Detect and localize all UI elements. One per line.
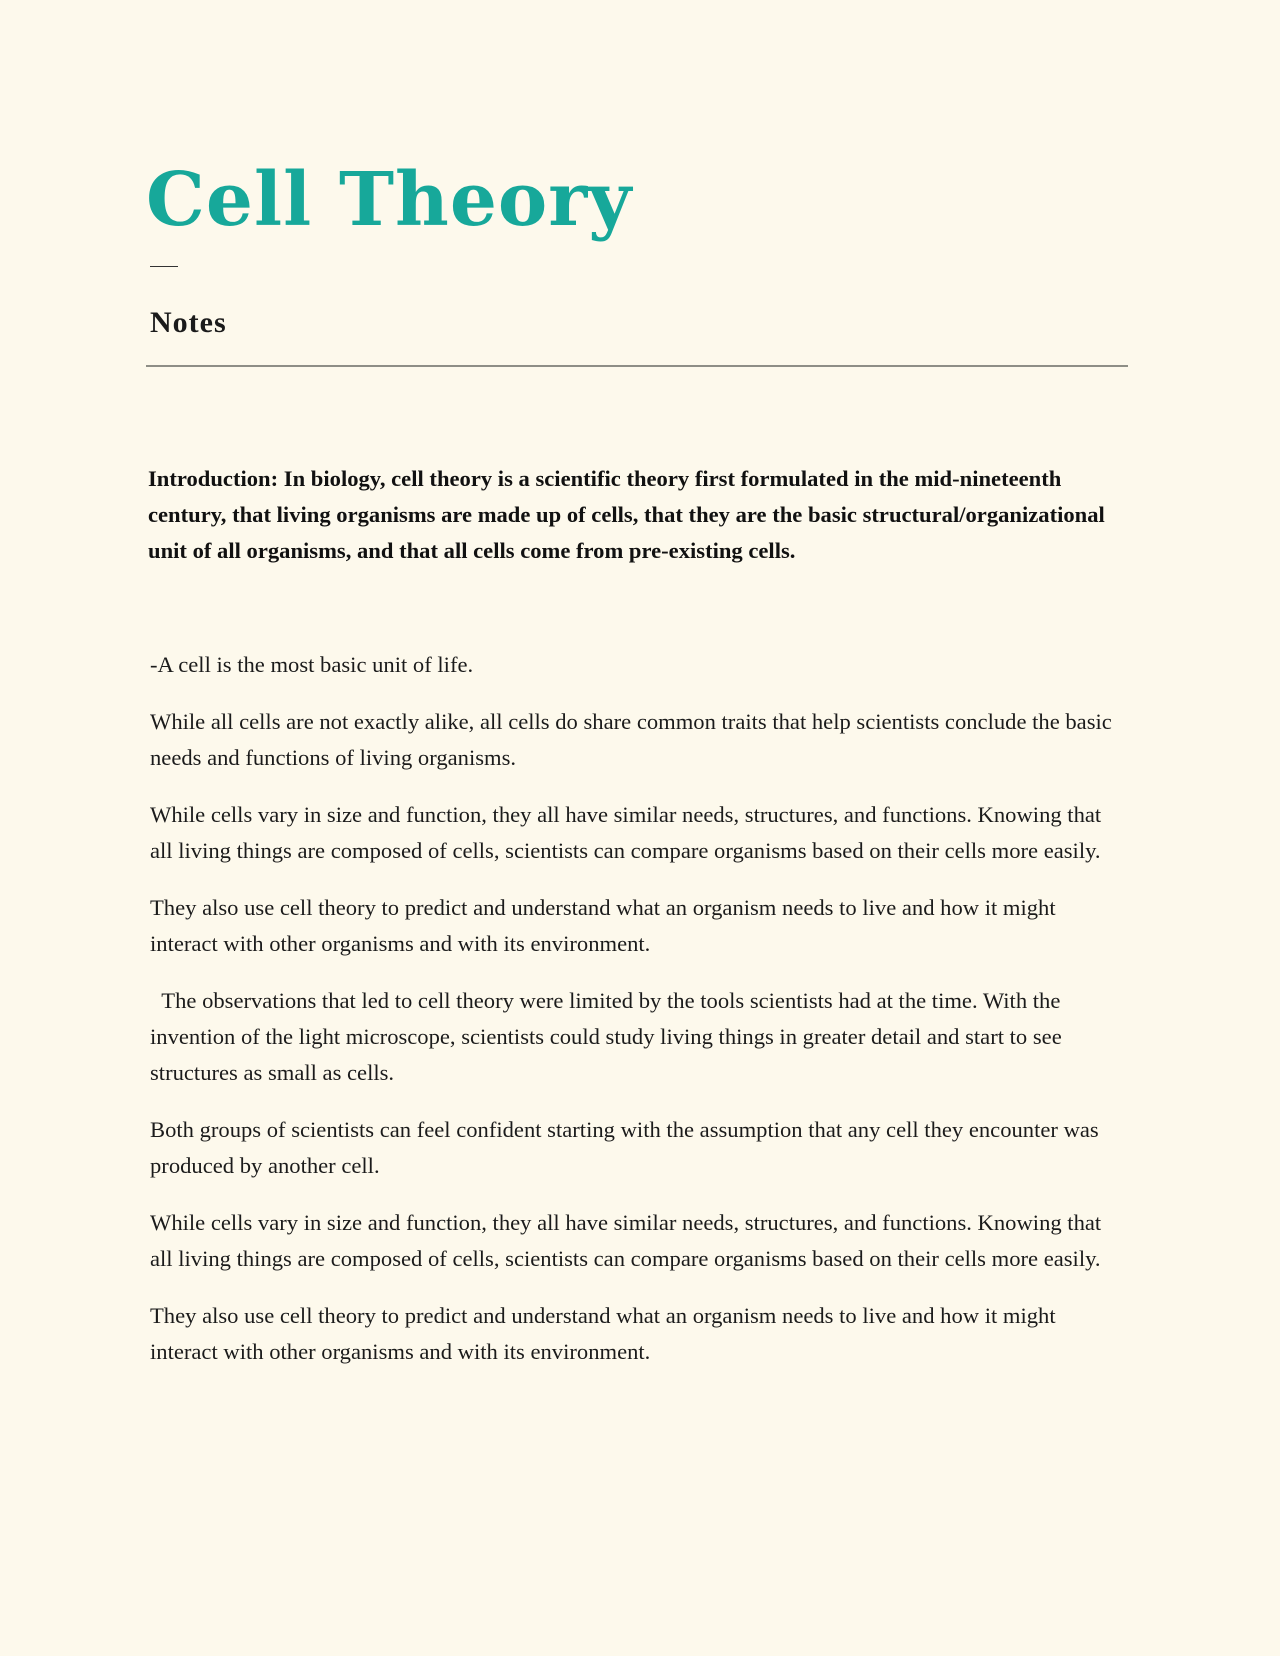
- note-paragraph: While all cells are not exactly alike, all cells do share common traits that help scientists conclude the basic needs and functions of living organisms.: [150, 709, 1118, 770]
- document-subtitle: Notes: [150, 306, 227, 339]
- document-page: [146, 150, 1128, 1391]
- note-paragraph: They also use cell theory to predict and understand what an organism needs to live and how it might interact with other organisms and with its environment.: [150, 1303, 1062, 1364]
- note-paragraph: While cells vary in size and function, they all have similar needs, structures, and functions. Knowing that all living things are composed of cells, scientists can compare organisms based on their cells more easily.: [150, 1210, 1107, 1271]
- intro-paragraph: Introduction: In biology, cell theory is a scientific theory first formulated in the mid-nineteenth century, that living organisms are made up of cells, that they are the basic structural/organizational unit of all organisms, and that all cells come from pre-existing cells.: [148, 466, 1105, 563]
- title-dash-divider: [150, 266, 178, 267]
- document-title: Cell Theory: [146, 157, 633, 243]
- note-paragraph: The observations that led to cell theory were limited by the tools scientists had at the time. With the invention of the light microscope, scientists could study living things in greater detail and start to see structures as small as cells.: [150, 988, 1068, 1085]
- note-paragraph: Both groups of scientists can feel confident starting with the assumption that any cell they encounter was produced by another cell.: [150, 1117, 1105, 1178]
- note-paragraph: They also use cell theory to predict and understand what an organism needs to live and how it might interact with other organisms and with its environment.: [150, 895, 1062, 956]
- note-paragraph: -A cell is the most basic unit of life.: [150, 652, 474, 677]
- header-rule: [146, 365, 1128, 367]
- notes-body: [150, 647, 1128, 1370]
- note-paragraph: While cells vary in size and function, they all have similar needs, structures, and functions. Knowing that all living things are composed of cells, scientists can compare organisms based on their cells more easily.: [150, 802, 1107, 863]
